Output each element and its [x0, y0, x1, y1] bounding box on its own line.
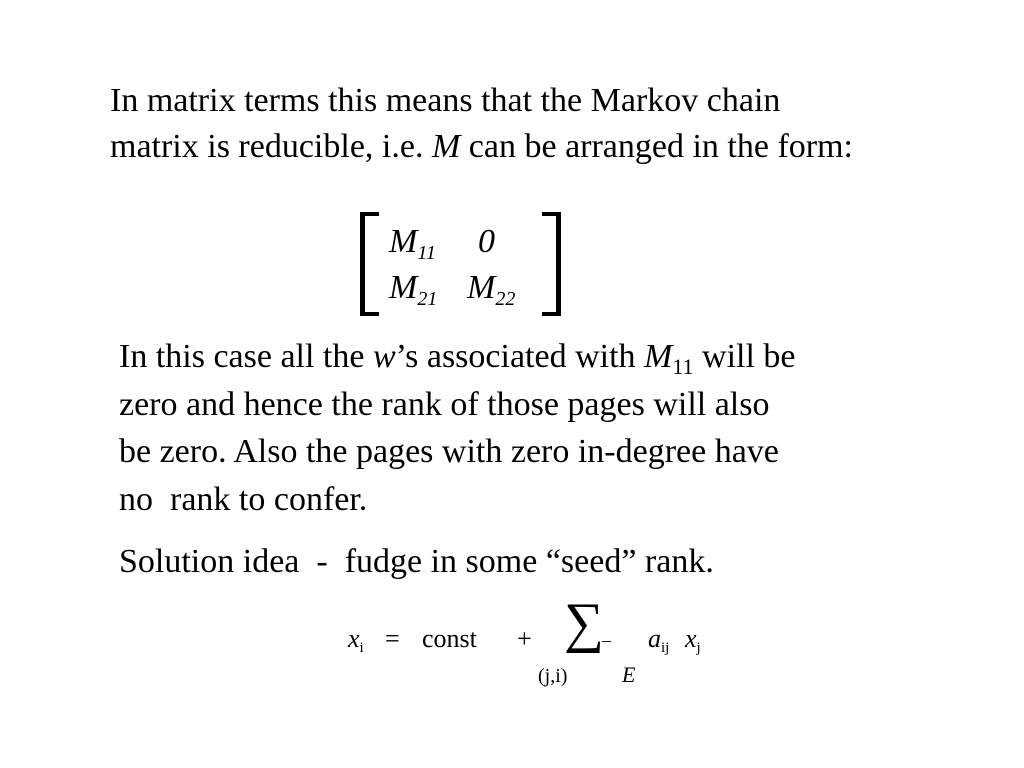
- matrix-cell-zero: 0: [478, 223, 495, 260]
- case-line-2: zero and hence the rank of those pages will also: [119, 385, 770, 423]
- right-bracket: [542, 212, 561, 316]
- left-bracket: [360, 212, 379, 316]
- case-line-4: no rank to confer.: [119, 480, 368, 518]
- eq-sum-limit: (j,i): [538, 665, 568, 687]
- eq-x-i: $x_i$: [348, 624, 364, 656]
- sigma-symbol: ∑: [564, 592, 604, 654]
- w-variable: w: [372, 338, 396, 375]
- solution-line: Solution idea - fudge in some “seed” rank.: [119, 543, 714, 580]
- reducible-matrix: [354, 212, 564, 314]
- eq-plus: +: [517, 624, 532, 653]
- eq-edge-set: E: [622, 662, 636, 687]
- case-line-1-end: will be: [693, 338, 796, 375]
- matrix-cell-m21: $M_{21}$: [389, 269, 438, 310]
- matrix-cell-m11: $M_{11}$: [389, 223, 436, 264]
- intro-line-2-start: matrix is reducible, i.e.: [110, 128, 432, 165]
- case-paragraph: [119, 333, 796, 523]
- matrix-cell-m22: $M_{22}$: [467, 269, 516, 310]
- intro-line-1: In matrix terms this means that the Markov chain: [110, 82, 781, 119]
- seed-rank-equation: [340, 590, 720, 690]
- matrix-variable: M: [431, 128, 461, 165]
- case-line-3: be zero. Also the pages with zero in-degree have: [119, 433, 779, 470]
- eq-const: const: [422, 624, 477, 653]
- intro-paragraph: [110, 78, 853, 170]
- eq-a-ij: $a_{ij}$: [648, 624, 670, 656]
- m11-variable: M: [644, 338, 673, 375]
- m11-subscript: 11: [672, 354, 694, 379]
- eq-equals: =: [385, 624, 400, 653]
- eq-x-j: $x_j$: [685, 624, 701, 656]
- eq-membership-mark: –: [602, 630, 611, 650]
- case-line-1-mid: ’s associated with: [395, 338, 645, 375]
- case-line-1-start: In this case all the: [119, 338, 373, 375]
- intro-line-2-end: can be arranged in the form:: [460, 128, 854, 165]
